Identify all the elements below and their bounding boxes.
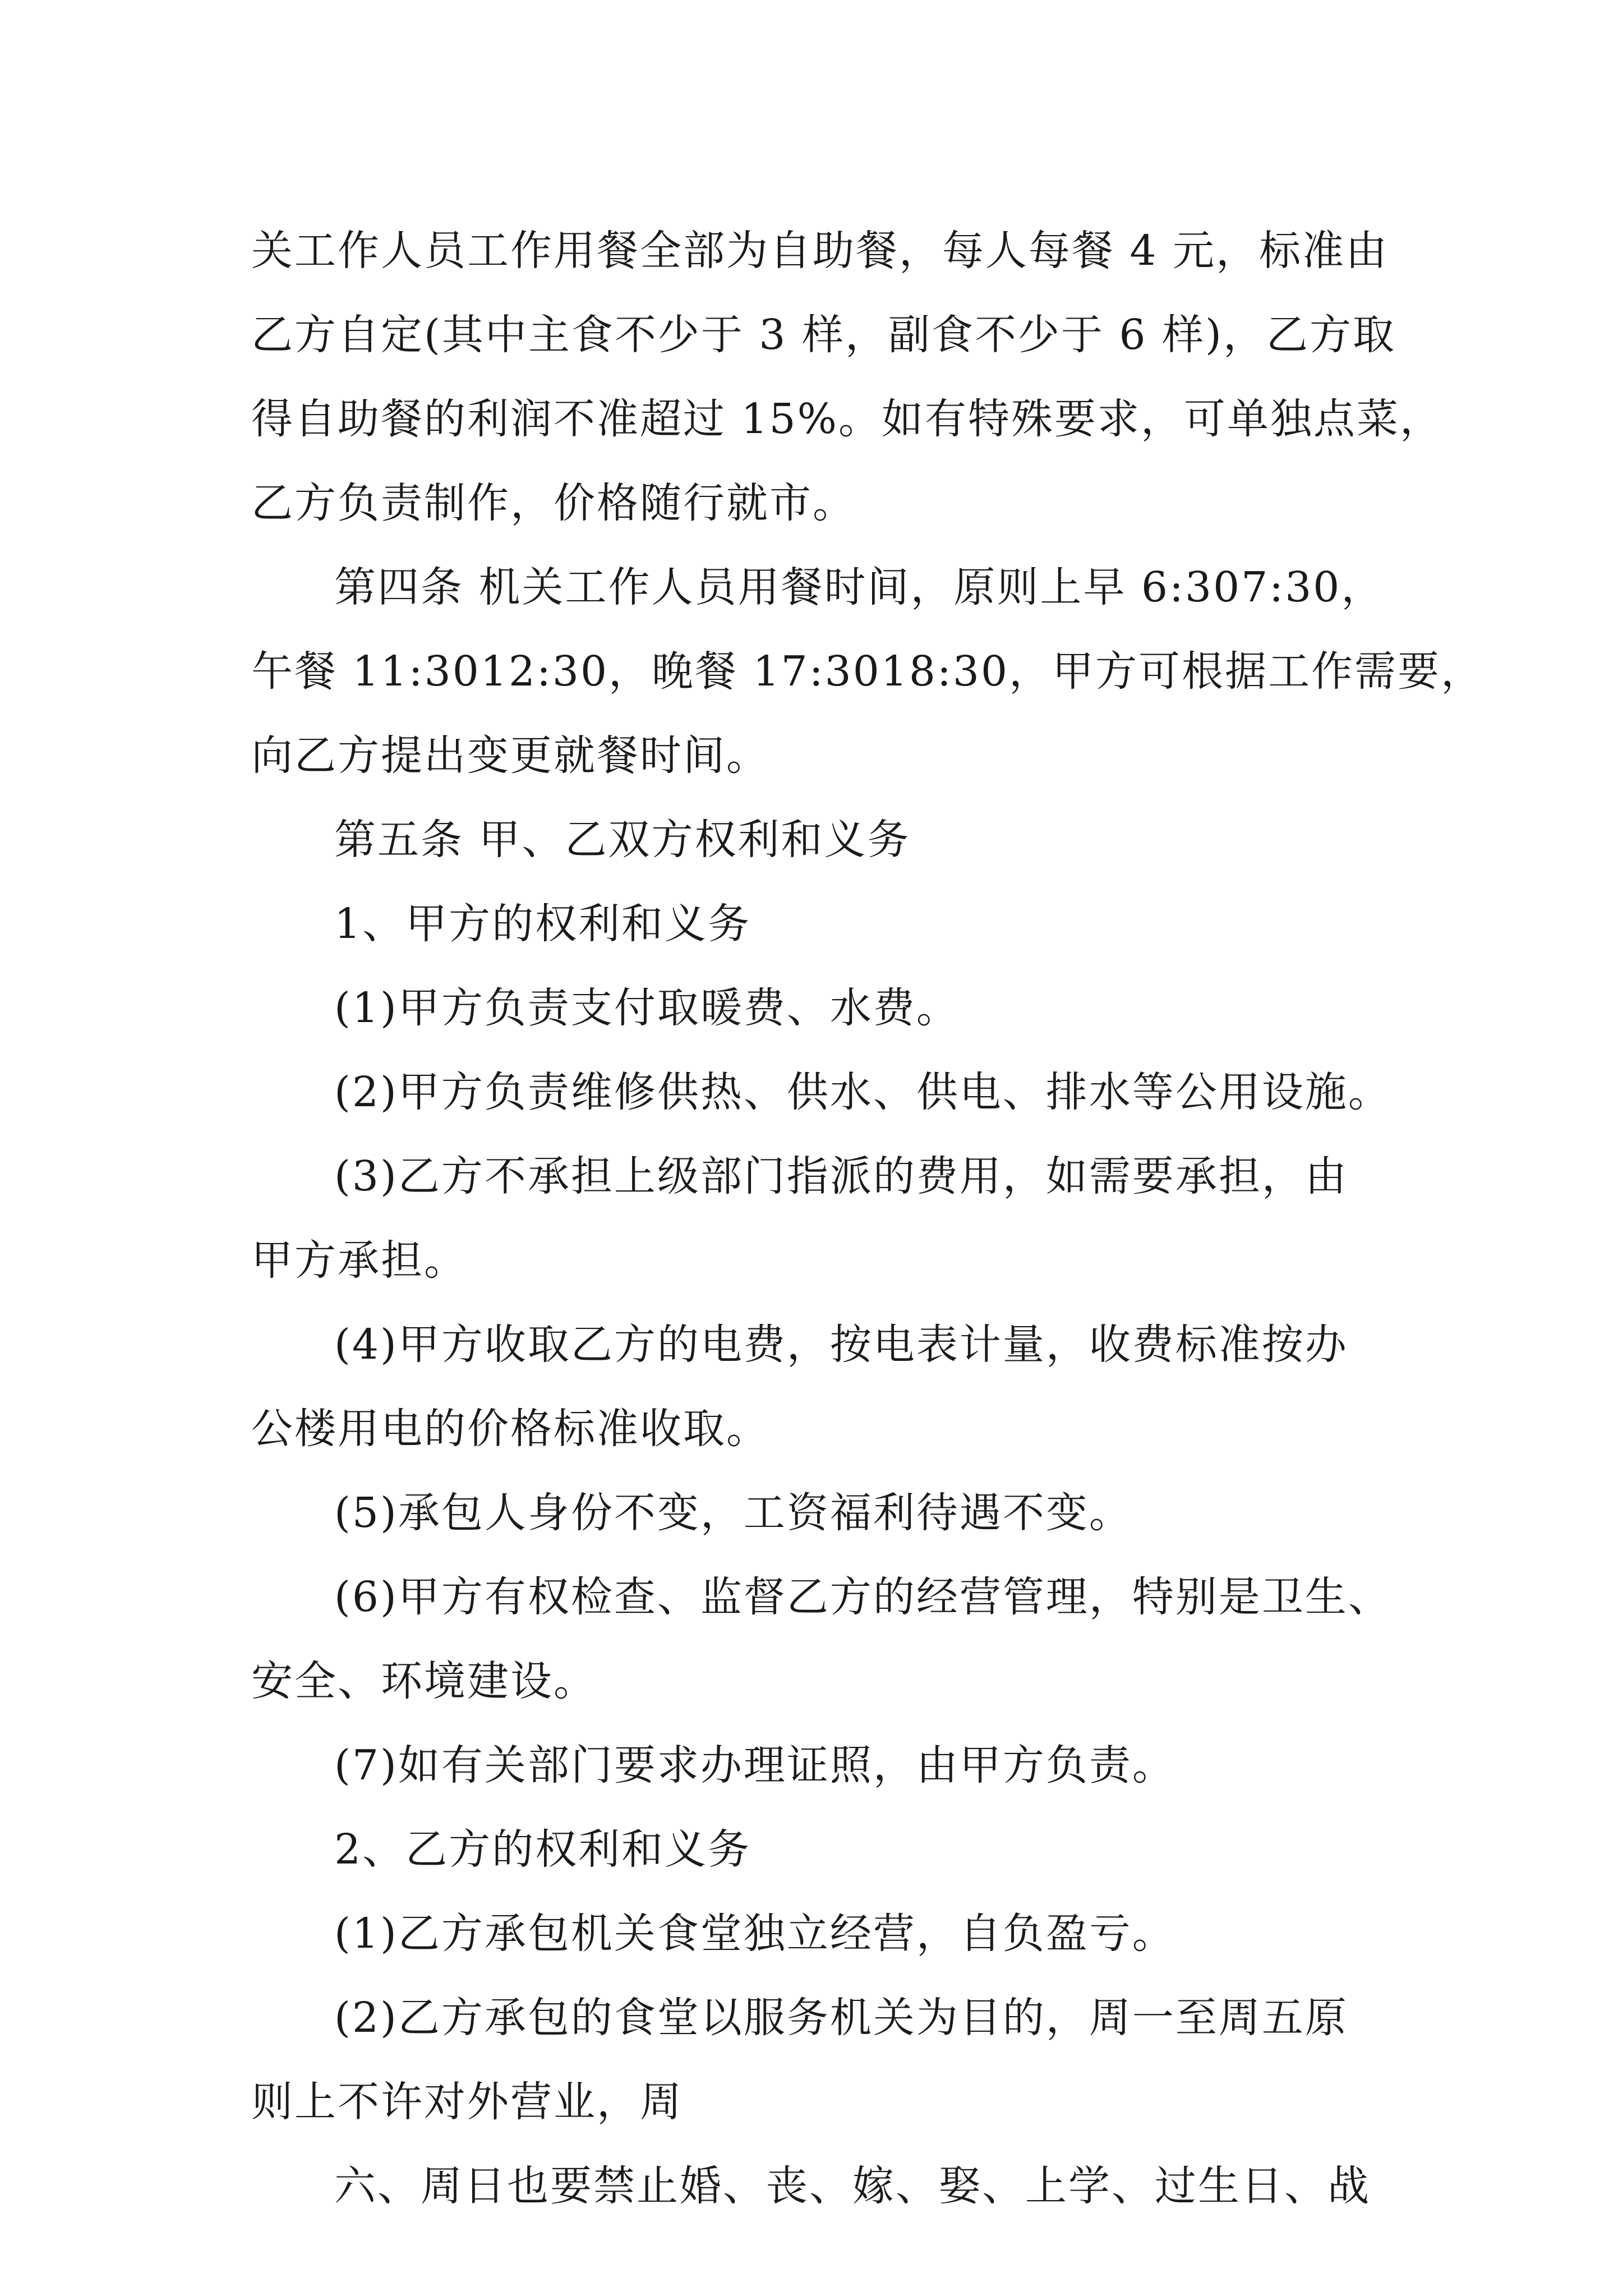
text-line: 得自助餐的利润不准超过 15%。如有特殊要求，可单独点菜， bbox=[251, 395, 1443, 443]
body-text bbox=[251, 209, 1484, 2228]
text-line: 关工作人员工作用餐全部为自助餐，每人每餐 4 元，标准由 bbox=[251, 227, 1389, 275]
text-line: 乙方自定(其中主食不少于 3 样，副食不少于 6 样)，乙方取 bbox=[251, 311, 1396, 359]
text-line: 六、周日也要禁止婚、丧、嫁、娶、上学、过生日、战 bbox=[334, 2162, 1371, 2210]
list-item: (3)乙方不承担上级部门指派的费用，如需要承担，由 bbox=[334, 1152, 1348, 1200]
list-item: (2)乙方承包的食堂以服务机关为目的，周一至周五原 bbox=[334, 1994, 1348, 2042]
subsection-heading: 2、乙方的权利和义务 bbox=[334, 1825, 751, 1874]
list-item: (7)如有关部门要求办理证照，由甲方负责。 bbox=[334, 1741, 1175, 1789]
text-line: 则上不许对外营业，周 bbox=[251, 2078, 683, 2126]
list-item: (4)甲方收取乙方的电费，按电表计量，收费标准按办 bbox=[334, 1320, 1348, 1369]
list-item: (1)乙方承包机关食堂独立经营，自负盈亏。 bbox=[334, 1910, 1175, 1958]
text-line: 安全、环境建设。 bbox=[251, 1657, 597, 1705]
text-line: 乙方负责制作，价格随行就市。 bbox=[251, 479, 856, 527]
text-line: 公楼用电的价格标准收取。 bbox=[251, 1405, 769, 1453]
list-item: (1)甲方负责支付取暖费、水费。 bbox=[334, 984, 960, 1032]
list-item: (5)承包人身份不变，工资福利待遇不变。 bbox=[334, 1489, 1132, 1537]
subsection-heading: 1、甲方的权利和义务 bbox=[334, 900, 751, 948]
text-line: 甲方承担。 bbox=[251, 1236, 467, 1285]
text-line: 向乙方提出变更就餐时间。 bbox=[251, 731, 769, 780]
text-line: 午餐 11:3012:30，晚餐 17:3018:30，甲方可根据工作需要， bbox=[251, 647, 1484, 696]
list-item: (2)甲方负责维修供热、供水、供电、排水等公用设施。 bbox=[334, 1068, 1391, 1116]
section-heading: 第五条 甲、乙双方权利和义务 bbox=[334, 816, 911, 864]
text-line: 第四条 机关工作人员用餐时间，原则上早 6:307:30， bbox=[334, 563, 1385, 611]
list-item: (6)甲方有权检查、监督乙方的经营管理，特别是卫生、 bbox=[334, 1573, 1391, 1621]
